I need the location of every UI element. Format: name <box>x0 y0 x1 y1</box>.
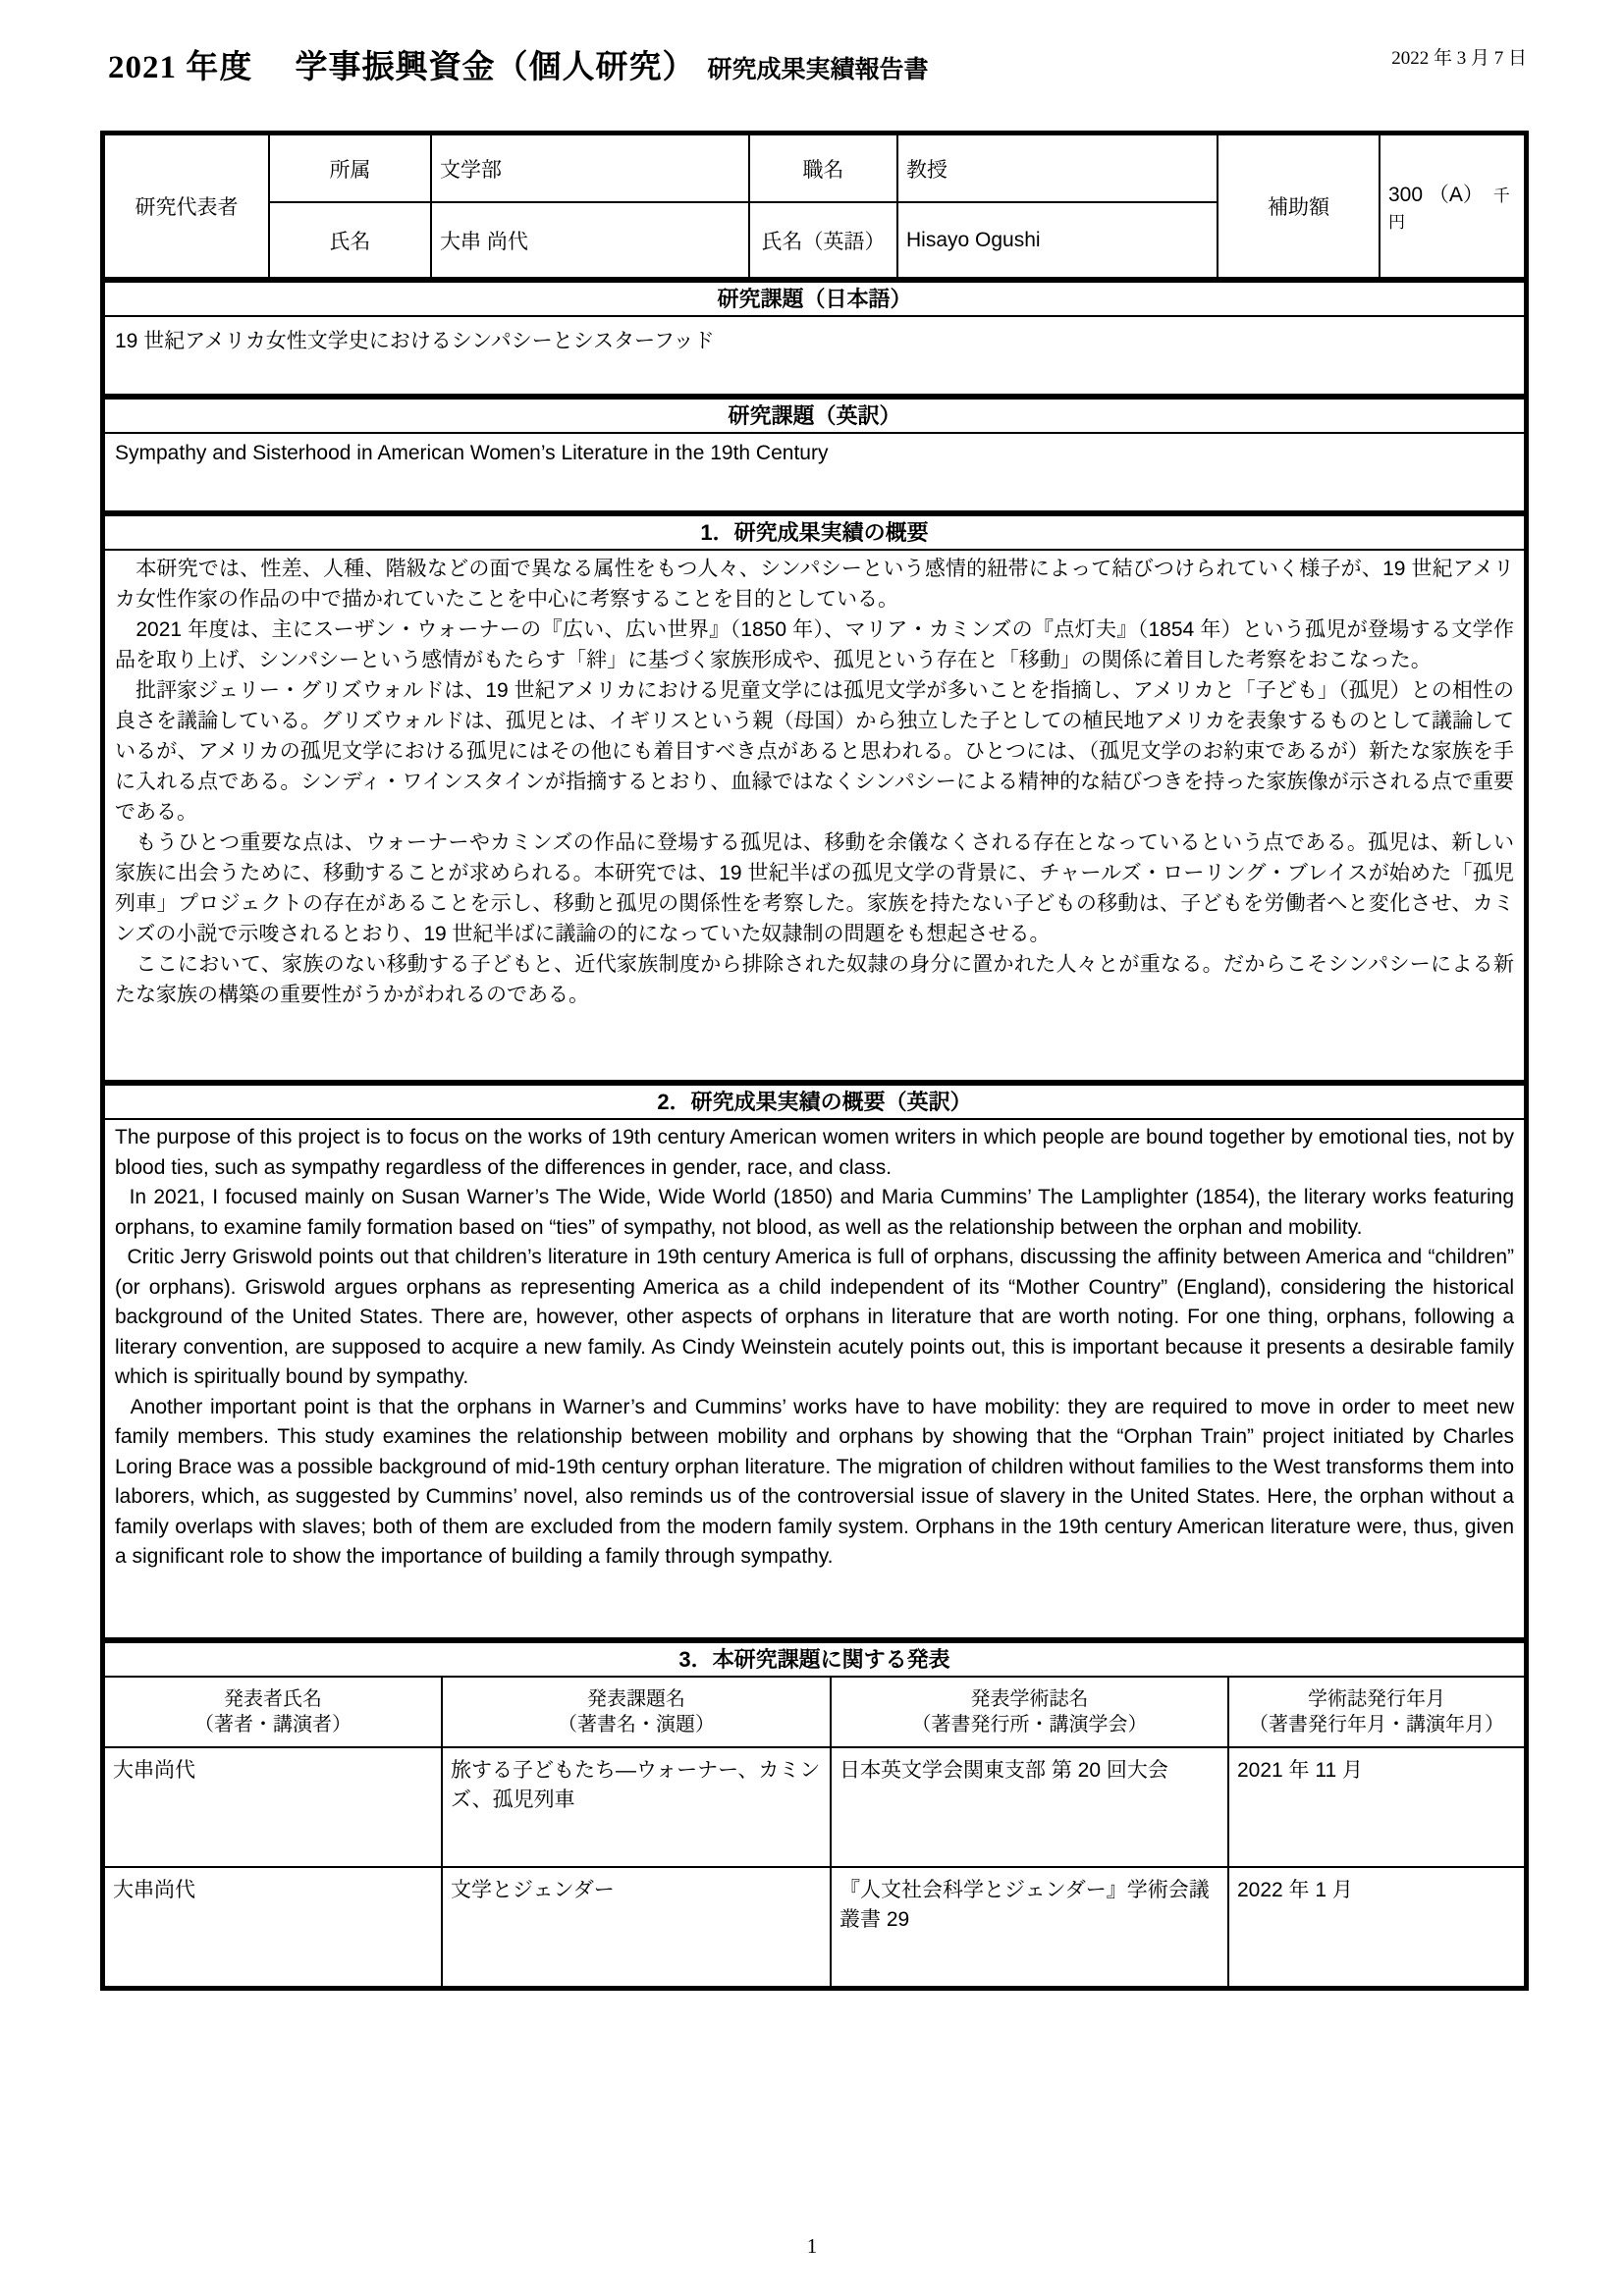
rep-label: 研究代表者 <box>105 135 269 277</box>
section1-paragraph: 批評家ジェリー・グリズウォルドは、19 世紀アメリカにおける児童文学には孤児文学が多いことを指摘し、アメリカと「子ども」（孤児）との相性の良さを議論している。グリズウォルドは、孤児とは、イギリスという親（母国）から独立した子としての植民地アメリカを表象するものとして議論しているが、アメリカの孤児文学における孤児にはその他にも着目すべき点があると思われる。ひとつには、（孤児文学のお約束であるが）新たな家族を手に入れる点である。シンディ・ワインスタインが指摘するとおり、血縁ではなくシンパシーによる精神的な結びつきを持った家族像が示される点で重要である。 <box>115 679 1514 824</box>
page-number: 1 <box>806 2234 818 2258</box>
report-date: 2022 年 3 月 7 日 <box>1391 48 1527 69</box>
section1-paragraph: 2021 年度は、主にスーザン・ウォーナーの『広い、広い世界』（1850 年）、マリア・カミンズの『点灯夫』（1854 年）という孤児が登場する文学作品を取り上げ、シンパシーという感情がもたらす「絆」に基づく家族形成や、孤児という存在と「移動」の関係に着目した考察をおこなった。 <box>115 618 1514 671</box>
name-en-value: Hisayo Ogushi <box>897 202 1218 277</box>
cell-title: 旅する子どもたち―ウォーナー、カミンズ、孤児列車 <box>442 1747 831 1867</box>
page-header <box>100 41 1529 87</box>
cell-venue: 日本英文学会関東支部 第 20 回大会 <box>831 1747 1228 1867</box>
cell-presenter: 大串尚代 <box>105 1747 442 1867</box>
affiliation-value: 文学部 <box>431 135 749 202</box>
topic-ja-header: 研究課題（日本語） <box>105 277 1524 317</box>
subsidy-label: 補助額 <box>1218 135 1380 277</box>
report-form <box>100 131 1529 1991</box>
presentations-table <box>105 1678 1524 1986</box>
section1-paragraph: ここにおいて、家族のない移動する子どもと、近代家族制度から排除された奴隷の身分に置かれた人々とが重なる。だからこそシンパシーによる新たな家族の構築の重要性がうかがわれるのである。 <box>115 953 1514 1006</box>
affiliation-label: 所属 <box>269 135 431 202</box>
name-value: 大串 尚代 <box>431 202 749 277</box>
subsidy-amount: 300 （A） <box>1388 184 1484 206</box>
section1-header: 1．研究成果実績の概要 <box>105 510 1524 551</box>
section1-paragraph: 本研究では、性差、人種、階級などの面で異なる属性をもつ人々、シンパシーという感情的紐帯によって結びつけられていく様子が、19 世紀アメリカ女性作家の作品の中で描かれていたことを中心に考察することを目的としている。 <box>115 558 1514 611</box>
section3-header: 3．本研究課題に関する発表 <box>105 1637 1524 1678</box>
researcher-table <box>105 135 1524 277</box>
position-label: 職名 <box>749 135 897 202</box>
section2-paragraph: In 2021, I focused mainly on Susan Warner’s The Wide, Wide World (1850) and Maria Cummins’ The Lamplighter (1854), the literary works featuring orphans, to examine family formation based on “ties” of sympathy, not blood, as well as the relationship between the orphan and mobility. <box>115 1186 1520 1239</box>
cell-venue: 『人文社会科学とジェンダー』学術会議叢書 29 <box>831 1867 1228 1986</box>
table-row <box>105 1747 1524 1867</box>
subsidy-unit: 千円 <box>1388 187 1510 232</box>
cell-date: 2021 年 11 月 <box>1228 1747 1524 1867</box>
col-header-title: 発表課題名 （著書名・演題） <box>442 1678 831 1747</box>
title-main: 2021 年度 学事振興資金（個人研究） <box>108 50 696 85</box>
title-sub: 研究成果実績報告書 <box>707 57 929 83</box>
section2-paragraph: The purpose of this project is to focus on the works of 19th century American women writers in which people are bound together by emotional ties, not by blood ties, such as sympathy regardless of the differences in gender, race, and class. <box>115 1126 1520 1179</box>
cell-title: 文学とジェンダー <box>442 1867 831 1986</box>
section2-paragraph: Critic Jerry Griswold points out that children’s literature in 19th century America is full of orphans, discussing the affinity between America and “children” (or orphans). Griswold argues orphans as representing America as a child independent of its “Mother Country” (England), considering the historical background of the United States. There are, however, other aspects of orphans in literature that are worth noting. For one thing, orphans, following a literary convention, are supposed to acquire a new family. As Cindy Weinstein acutely points out, this is important because it presents a desirable family which is spiritually bound by sympathy. <box>115 1246 1520 1388</box>
name-en-label: 氏名（英語） <box>749 202 897 277</box>
section1-body <box>105 551 1524 1080</box>
col-header-presenter: 発表者氏名 （著者・講演者） <box>105 1678 442 1747</box>
topic-ja-body: 19 世紀アメリカ女性文学史におけるシンパシーとシスターフッド <box>115 330 715 352</box>
name-label: 氏名 <box>269 202 431 277</box>
cell-date: 2022 年 1 月 <box>1228 1867 1524 1986</box>
topic-en-header: 研究課題（英訳） <box>105 394 1524 434</box>
section2-header: 2．研究成果実績の概要（英訳） <box>105 1080 1524 1120</box>
table-row <box>105 1867 1524 1986</box>
presentations-header-row <box>105 1678 1524 1747</box>
topic-en-body: Sympathy and Sisterhood in American Women’s Literature in the 19th Century <box>115 442 829 464</box>
section2-body <box>105 1120 1524 1637</box>
page-title <box>108 41 1529 87</box>
section1-paragraph: もうひとつ重要な点は、ウォーナーやカミンズの作品に登場する孤児は、移動を余儀なくされる存在となっているという点である。孤児は、新しい家族に出会うために、移動することが求められる。本研究では、19 世紀半ばの孤児文学の背景に、チャールズ・ローリング・ブレイスが始めた「孤児列車」プロジェクトの存在があることを示し、移動と孤児の関係性を考察した。家族を持たない子どもの移動は、子どもを労働者へと変化させ、カミンズの小説で示唆されるとおり、19 世紀半ばに議論の的になっていた奴隷制の問題をも想起させる。 <box>115 831 1514 945</box>
section2-paragraph: Another important point is that the orphans in Warner’s and Cummins’ works have to have mobility: they are required to move in order to meet new family members. This study examines the relationship between mobility and orphans by showing that the “Orphan Train” project initiated by Charles Loring Brace was a possible background of mid-19th century orphan literature. The migration of children without families to the West transforms them into laborers, which, as suggested by Cummins’ novel, also reminds us of the controversial issue of slavery in the United States. Here, the orphan without a family overlaps with slaves; both of them are excluded from the modern family system. Orphans in the 19th century American literature were, thus, given a significant role to show the importance of building a family through sympathy. <box>115 1395 1520 1568</box>
col-header-venue: 発表学術誌名 （著書発行所・講演学会） <box>831 1678 1228 1747</box>
position-value: 教授 <box>897 135 1218 202</box>
cell-presenter: 大串尚代 <box>105 1867 442 1986</box>
col-header-date: 学術誌発行年月 （著書発行年月・講演年月） <box>1228 1678 1524 1747</box>
subsidy-value <box>1380 135 1524 277</box>
